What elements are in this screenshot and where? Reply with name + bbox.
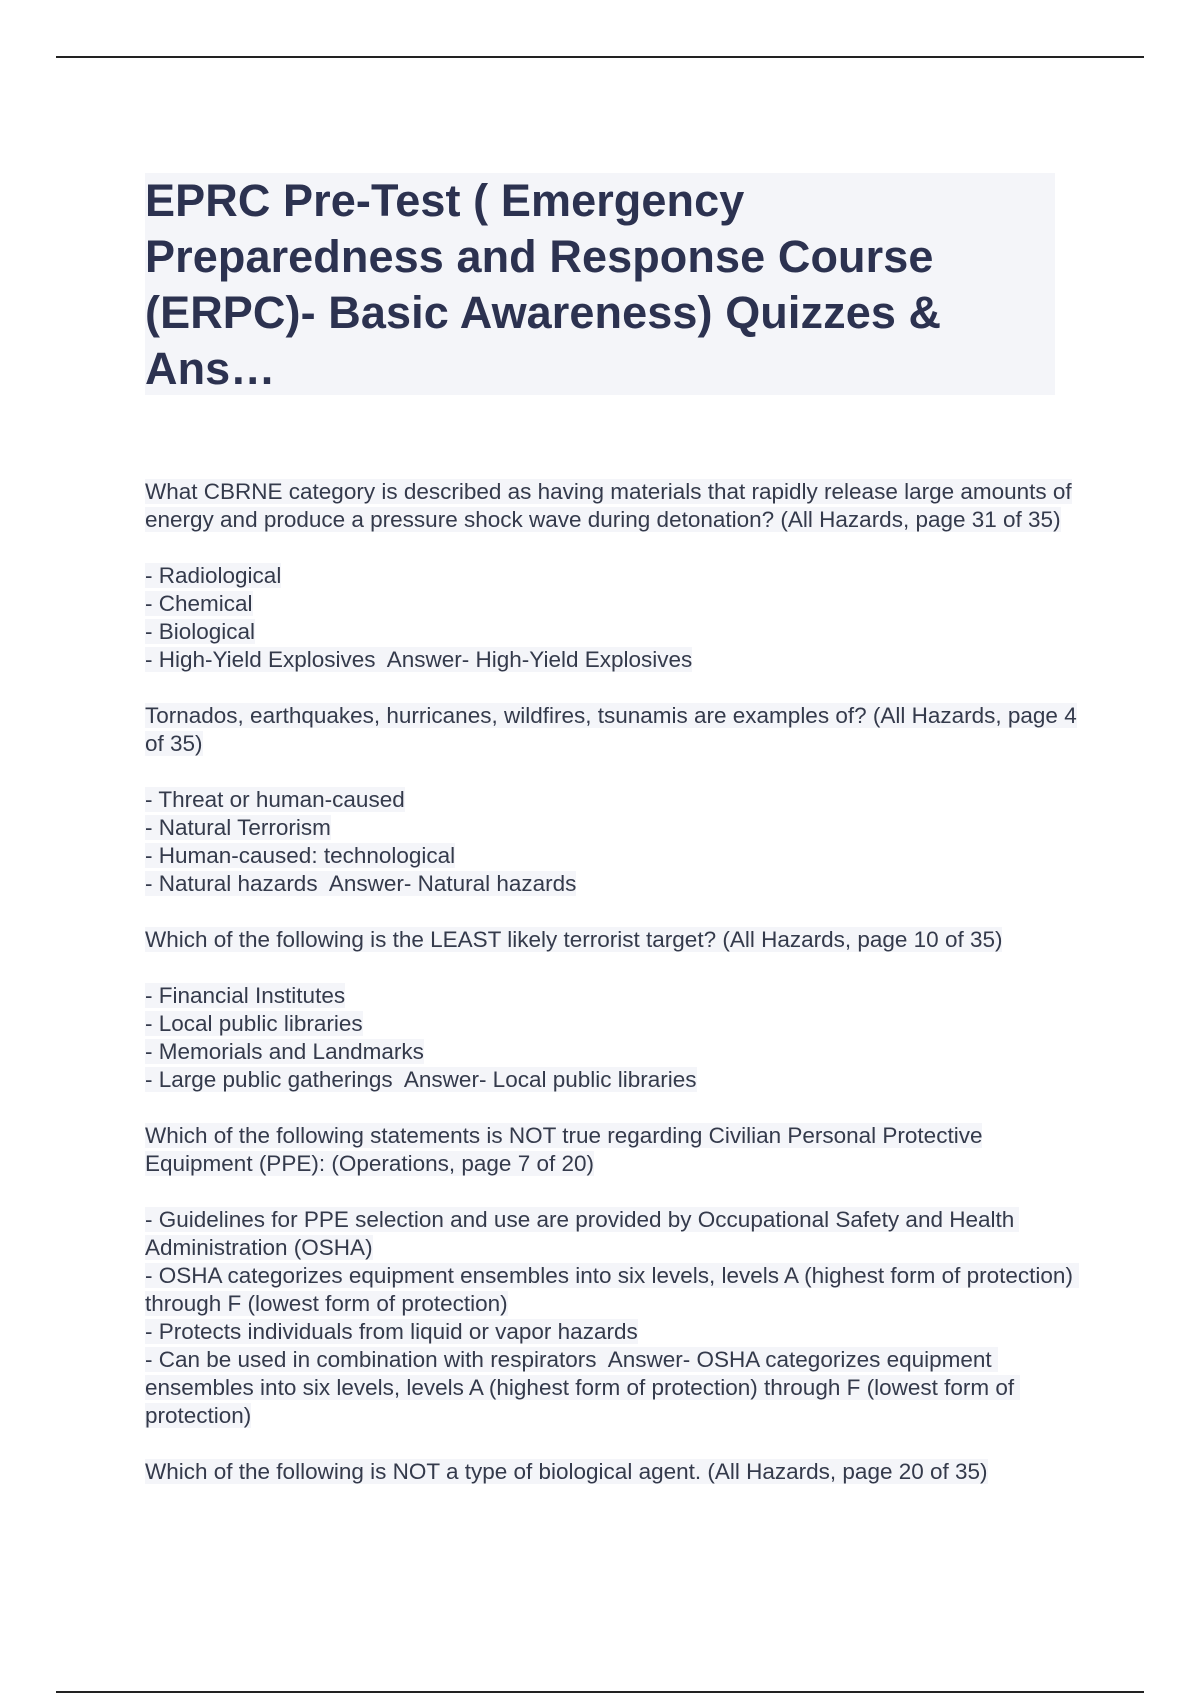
answer-options — [145, 562, 1080, 674]
answer-options — [145, 1206, 1080, 1430]
question-block — [145, 1122, 1080, 1430]
page-top-rule — [56, 56, 1144, 58]
question-block — [145, 702, 1080, 898]
answer-option: - Human-caused: technological — [145, 843, 456, 868]
answer-option: - OSHA categorizes equipment ensembles into six levels, levels A (highest form of protection) through F (lowest form of protection) — [145, 1263, 1080, 1316]
answer-option: - Chemical — [145, 591, 253, 616]
answer-option: - Financial Institutes — [145, 983, 346, 1008]
answer-option: - Can be used in combination with respirators Answer- OSHA categorizes equipment ensembles into six levels, levels A (highest form of protection) through F (lowest form of protection) — [145, 1347, 1021, 1428]
page-bottom-rule — [56, 1691, 1144, 1693]
question-block — [145, 1458, 1080, 1486]
answer-option: - Protects individuals from liquid or vapor hazards — [145, 1319, 638, 1344]
answer-option: - Biological — [145, 619, 256, 644]
answer-options — [145, 786, 1080, 898]
title-block — [145, 173, 1055, 395]
quiz-content — [145, 478, 1080, 1486]
question-block — [145, 926, 1080, 1094]
page-title: EPRC Pre-Test ( Emergency Preparedness and Response Course (ERPC)- Basic Awareness) Quizzes & Ans… — [145, 175, 942, 394]
question-text: What CBRNE category is described as having materials that rapidly release large amounts of energy and produce a pressure shock wave during detonation? (All Hazards, page 31 of 35) — [145, 479, 1072, 532]
question-text: Which of the following statements is NOT true regarding Civilian Personal Protective Equipment (PPE): (Operations, page 7 of 20) — [145, 1123, 983, 1176]
question-text: Which of the following is the LEAST likely terrorist target? (All Hazards, page 10 of 35) — [145, 927, 1003, 952]
answer-option: - Memorials and Landmarks — [145, 1039, 424, 1064]
answer-option: - Natural Terrorism — [145, 815, 331, 840]
answer-option: - Large public gatherings Answer- Local public libraries — [145, 1067, 697, 1092]
question-text: Which of the following is NOT a type of biological agent. (All Hazards, page 20 of 35) — [145, 1459, 988, 1484]
answer-option: - Threat or human-caused — [145, 787, 405, 812]
question-text: Tornados, earthquakes, hurricanes, wildfires, tsunamis are examples of? (All Hazards, page 4 of 35) — [145, 703, 1077, 756]
answer-option: - Radiological — [145, 563, 282, 588]
question-block — [145, 478, 1080, 674]
answer-option: - High-Yield Explosives Answer- High-Yield Explosives — [145, 647, 693, 672]
answer-options — [145, 982, 1080, 1094]
answer-option: - Local public libraries — [145, 1011, 363, 1036]
answer-option: - Natural hazards Answer- Natural hazards — [145, 871, 577, 896]
answer-option: - Guidelines for PPE selection and use are provided by Occupational Safety and Health Administration (OSHA) — [145, 1207, 1020, 1260]
